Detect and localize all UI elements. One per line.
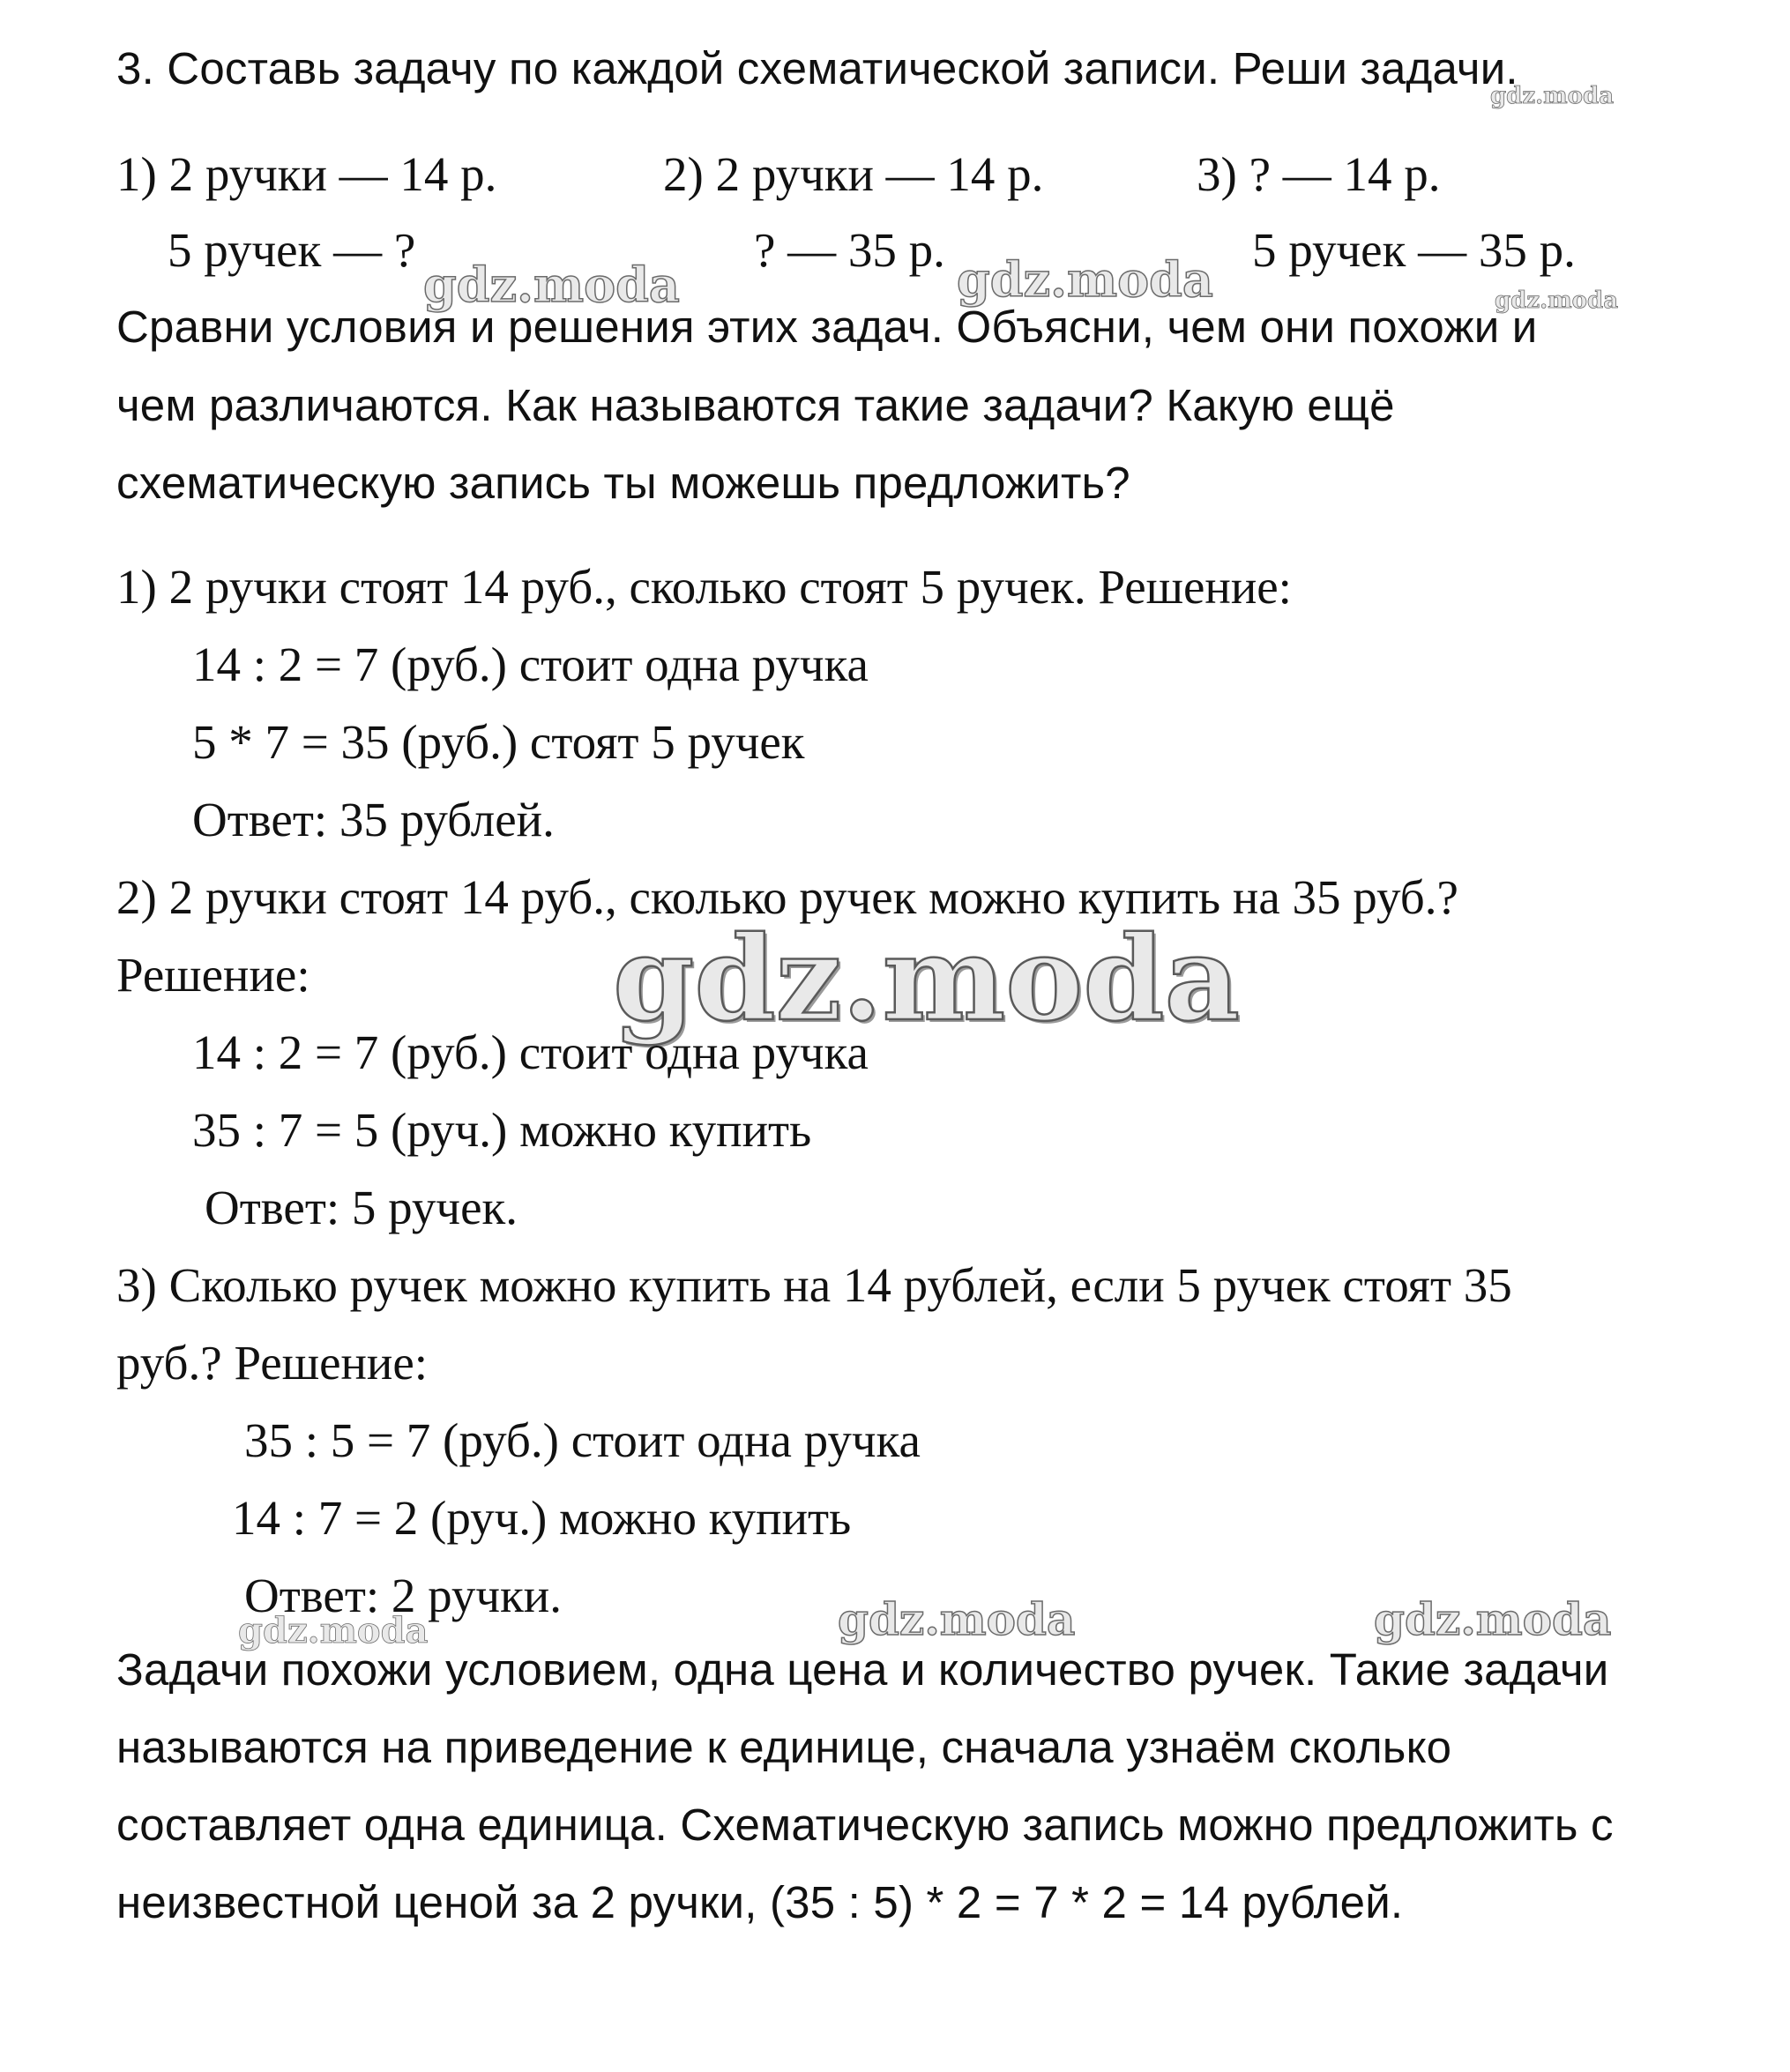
conclusion-line: неизвестной ценой за 2 ручки, (35 : 5) * 2 = 7 * 2 = 14 рублей.	[116, 1877, 1404, 1927]
conclusion-line: Задачи похожи условием, одна цена и количество ручек. Такие задачи	[116, 1644, 1609, 1695]
solution-2-statement: 2) 2 ручки стоят 14 руб., сколько ручек можно купить на 35 руб.?	[116, 870, 1458, 924]
scheme-1-line-1: 1) 2 ручки — 14 р.	[116, 147, 497, 201]
watermark: gdz.moda	[238, 1610, 429, 1651]
solution-3-step-2: 14 : 7 = 2 (руч.) можно купить	[232, 1491, 852, 1545]
watermark: gdz.moda	[613, 911, 1241, 1047]
scheme-2-line-2: ? — 35 р.	[754, 223, 945, 277]
solution-2-answer: Ответ: 5 ручек.	[205, 1181, 518, 1234]
solution-1-statement: 1) 2 ручки стоят 14 руб., сколько стоят 5 ручек. Решение:	[116, 560, 1292, 614]
solution-2-step-2: 35 : 7 = 5 (руч.) можно купить	[192, 1103, 812, 1157]
solution-2-step-1: 14 : 2 = 7 (руб.) стоит одна ручка	[192, 1025, 869, 1079]
conclusion-line: составляет одна единица. Схематическую запись можно предложить с	[116, 1800, 1614, 1850]
task-question-line: Сравни условия и решения этих задач. Объясни, чем они похожи и	[116, 302, 1538, 352]
solution-2-label: Решение:	[116, 948, 310, 1002]
conclusion-line: называются на приведение к единице, сначала узнаём сколько	[116, 1722, 1452, 1772]
solution-3-answer: Ответ: 2 ручки.	[244, 1569, 562, 1622]
watermark: gdz.moda	[1490, 83, 1615, 109]
watermark: gdz.moda	[1495, 287, 1619, 314]
solution-1-step-2: 5 * 7 = 35 (руб.) стоят 5 ручек	[192, 715, 805, 769]
scheme-2-line-1: 2) 2 ручки — 14 р.	[663, 147, 1044, 201]
solution-3-statement: 3) Сколько ручек можно купить на 14 рублей, если 5 ручек стоят 35	[116, 1258, 1512, 1312]
task-question-line: чем различаются. Как называются такие задачи? Какую ещё	[116, 380, 1395, 430]
watermark: gdz.moda	[957, 251, 1213, 308]
watermark: gdz.moda	[423, 257, 680, 313]
scheme-3-line-2: 5 ручек — 35 р.	[1252, 223, 1576, 277]
solution-1-step-1: 14 : 2 = 7 (руб.) стоит одна ручка	[192, 637, 869, 691]
solution-3-statement: руб.? Решение:	[116, 1336, 429, 1390]
task-heading: 3. Составь задачу по каждой схематической записи. Реши задачи.	[116, 43, 1518, 93]
solution-3-step-1: 35 : 5 = 7 (руб.) стоит одна ручка	[244, 1413, 921, 1467]
scheme-1-line-2: 5 ручек — ?	[168, 223, 416, 277]
watermark: gdz.moda	[838, 1593, 1076, 1645]
watermark: gdz.moda	[1374, 1593, 1612, 1645]
scheme-3-line-1: 3) ? — 14 р.	[1197, 147, 1441, 201]
task-question-line: схематическую запись ты можешь предложить?	[116, 458, 1130, 508]
solution-1-answer: Ответ: 35 рублей.	[192, 793, 555, 846]
